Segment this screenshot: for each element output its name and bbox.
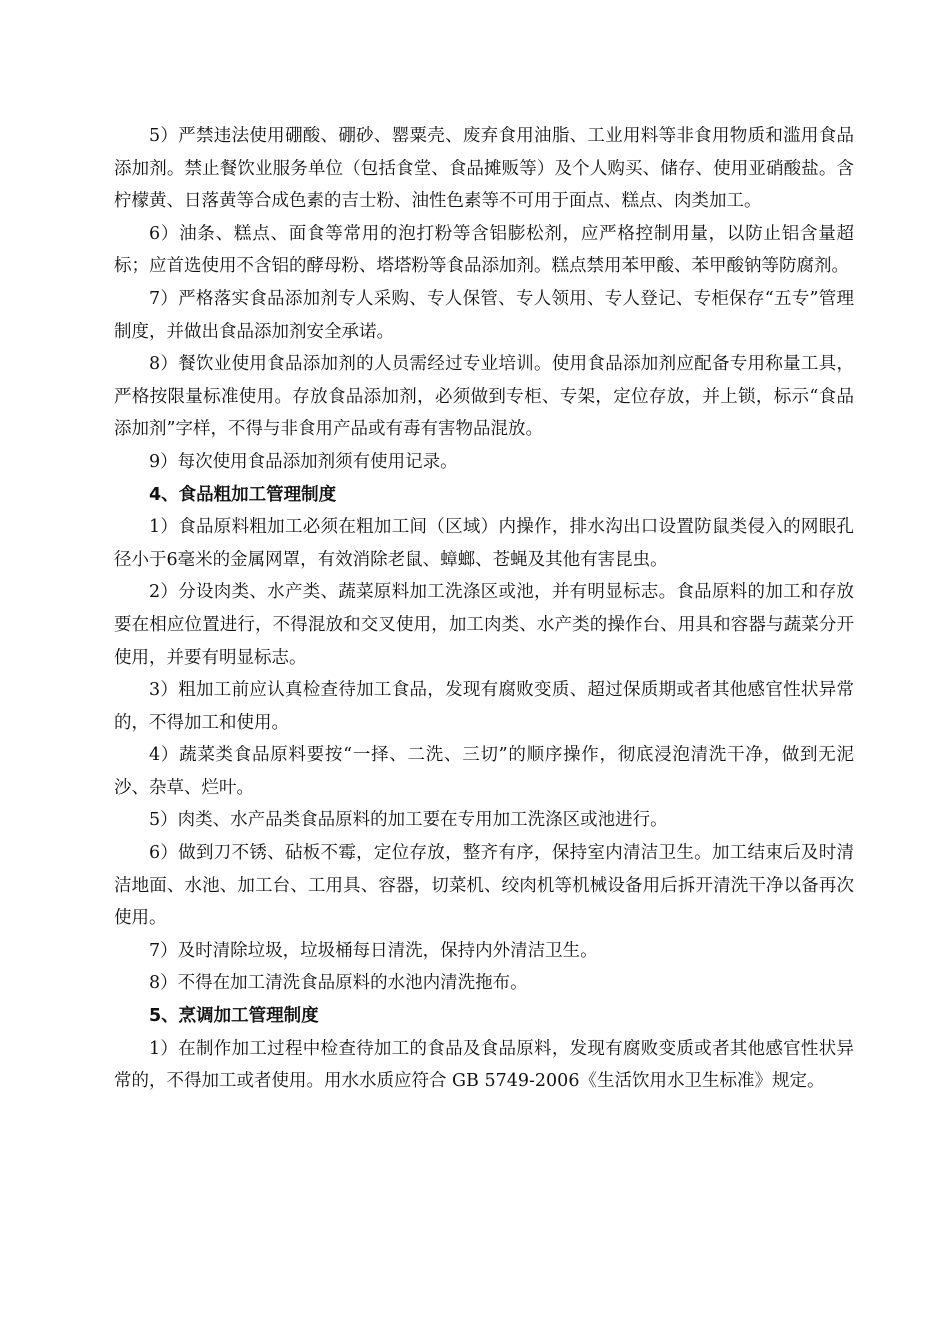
- paragraph: 8）餐饮业使用食品添加剂的人员需经过专业培训。使用食品添加剂应配备专用称量工具，严格按限量标准使用。存放食品添加剂，必须做到专柜、专架，定位存放，并上锁，标示“食品添加剂”字样，不得与非食用产品或有毒有害物品混放。: [114, 354, 854, 440]
- paragraph: 9）每次使用食品添加剂须有使用记录。: [149, 451, 458, 472]
- paragraph: 7）严格落实食品添加剂专人采购、专人保管、专人领用、专人登记、专柜保存“五专”管理制度，并做出食品添加剂安全承诺。: [114, 288, 854, 342]
- paragraph: 6）油条、糕点、面食等常用的泡打粉等含铝膨松剂，应严格控制用量，以防止铝含量超标；应首选使用不含铝的酵母粉、塔塔粉等食品添加剂。糕点禁用苯甲酸、苯甲酸钠等防腐剂。: [114, 223, 854, 277]
- paragraph: 5）严禁违法使用硼酸、硼砂、罂粟壳、废弃食用油脂、工业用料等非食用物质和滥用食品添加剂。禁止餐饮业服务单位（包括食堂、食品摊贩等）及个人购买、储存、使用亚硝酸盐。含柠檬黄、日落黄等合成色素的吉士粉、油性色素等不可用于面点、糕点、肉类加工。: [114, 126, 854, 212]
- paragraph: 6）做到刀不锈、砧板不霉，定位存放，整齐有序，保持室内清洁卫生。加工结束后及时清洁地面、水池、加工台、工用具、容器，切菜机、绞肉机等机械设备用后拆开清洗干净以备再次使用。: [114, 843, 854, 929]
- section-heading: 4、食品粗加工管理制度: [149, 484, 337, 505]
- section-heading: 5、烹调加工管理制度: [149, 1006, 319, 1027]
- paragraph: 8）不得在加工清洗食品原料的水池内清洗拖布。: [149, 973, 528, 994]
- paragraph: 5）肉类、水产品类食品原料的加工要在专用加工洗涤区或池进行。: [149, 810, 668, 831]
- paragraph: 2）分设肉类、水产类、蔬菜原料加工洗涤区或池，并有明显标志。食品原料的加工和存放要在相应位置进行，不得混放和交叉使用，加工肉类、水产类的操作台、用具和容器与蔬菜分开使用，并要有明显标志。: [114, 582, 854, 668]
- paragraph: 3）粗加工前应认真检查待加工食品，发现有腐败变质、超过保质期或者其他感官性状异常的，不得加工和使用。: [114, 680, 854, 733]
- paragraph: 1）在制作加工过程中检查待加工的食品及食品原料，发现有腐败变质或者其他感官性状异常的，不得加工或者使用。用水水质应符合 GB 5749-2006《生活饮用水卫生标准》规定。: [114, 1038, 854, 1092]
- paragraph: 7）及时清除垃圾，垃圾桶每日清洗，保持内外清洁卫生。: [149, 940, 598, 961]
- document-page: [114, 120, 854, 1098]
- paragraph: 1）食品原料粗加工必须在粗加工间（区域）内操作，排水沟出口设置防鼠类侵入的网眼孔径小于6毫米的金属网罩，有效消除老鼠、蟑螂、苍蝇及其他有害昆虫。: [114, 517, 854, 570]
- paragraph: 4）蔬菜类食品原料要按“一择、二洗、三切”的顺序操作，彻底浸泡清洗干净，做到无泥沙、杂草、烂叶。: [114, 745, 854, 798]
